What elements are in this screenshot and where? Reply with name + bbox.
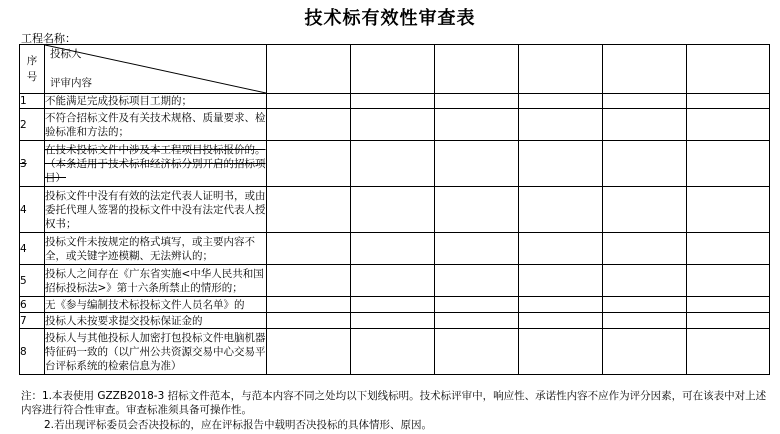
row-number: 4 [20,187,45,233]
note-2: 2.若出现评标委员会否决投标的，应在评标报告中载明否决投标的具体情形、原因。 [44,419,433,431]
bidder-col-6[interactable] [687,45,770,94]
row-content: 投标人之间存在《广东省实施<中华人民共和国招标投标法>》第十六条所禁止的情形的； [45,265,267,297]
row-number: 7 [20,313,45,329]
note-1: 注：1.本表使用 GZZB2018-3 招标文件范本，与范本内容不同之处均以下划线标明。技术标评审中，响应性、承诺性内容不应作为评分因素，可在该表中对上述内容进行符合性审查。审查标准须具备可操作性。 [21,390,767,416]
bidder-col-3[interactable] [435,45,519,94]
row-content: 投标文件未按规定的格式填写，或主要内容不全，或关键字迹模糊、无法辨认的； [45,233,267,265]
bidder-col-2[interactable] [351,45,435,94]
header-content: 评审内容 [50,77,92,89]
table-row [20,329,770,375]
table-row [20,265,770,297]
row-number: 3 [20,141,45,187]
table-row [20,109,770,141]
table-row [20,297,770,313]
row-number: 1 [20,94,45,109]
row-number: 8 [20,329,45,375]
row-content: 不符合招标文件及有关技术规格、质量要求、检验标准和方法的； [45,109,267,141]
header-bidder: 投标人 [50,48,82,60]
bidder-col-4[interactable] [519,45,603,94]
table-row [20,233,770,265]
row-number: 6 [20,297,45,313]
table-row [20,187,770,233]
bidder-col-5[interactable] [603,45,687,94]
review-table [19,44,770,375]
row-content: 不能满足完成投标项目工期的； [45,94,267,109]
row-number: 5 [20,265,45,297]
header-seq: 序号 [20,45,45,94]
table-row [20,313,770,329]
header-diagonal-cell [45,45,267,94]
table-row [20,94,770,109]
row-content: 无《参与编制技术标投标文件人员名单》的 [45,297,267,313]
row-content: 投标人未按要求提交投标保证金的 [45,313,267,329]
row-number: 2 [20,109,45,141]
row-content: 投标文件中没有有效的法定代表人证明书，或由委托代理人签署的投标文件中没有法定代表人授权书； [45,187,267,233]
row-content-struck: 在技术投标文件中涉及本工程项目投标报价的。（本条适用于技术标和经济标分别开启的招标项目） [45,141,267,187]
table-row [20,141,770,187]
table-header-row [20,45,770,94]
project-name-label: 工程名称： [21,32,76,45]
row-content: 投标人与其他投标人加密打包投标文件电脑机器特征码一致的（以广州公共资源交易中心交易平台评标系统的检索信息为准） [45,329,267,375]
page-title: 技术标有效性审查表 [304,8,476,29]
bidder-col-1[interactable] [267,45,351,94]
row-number: 4 [20,233,45,265]
